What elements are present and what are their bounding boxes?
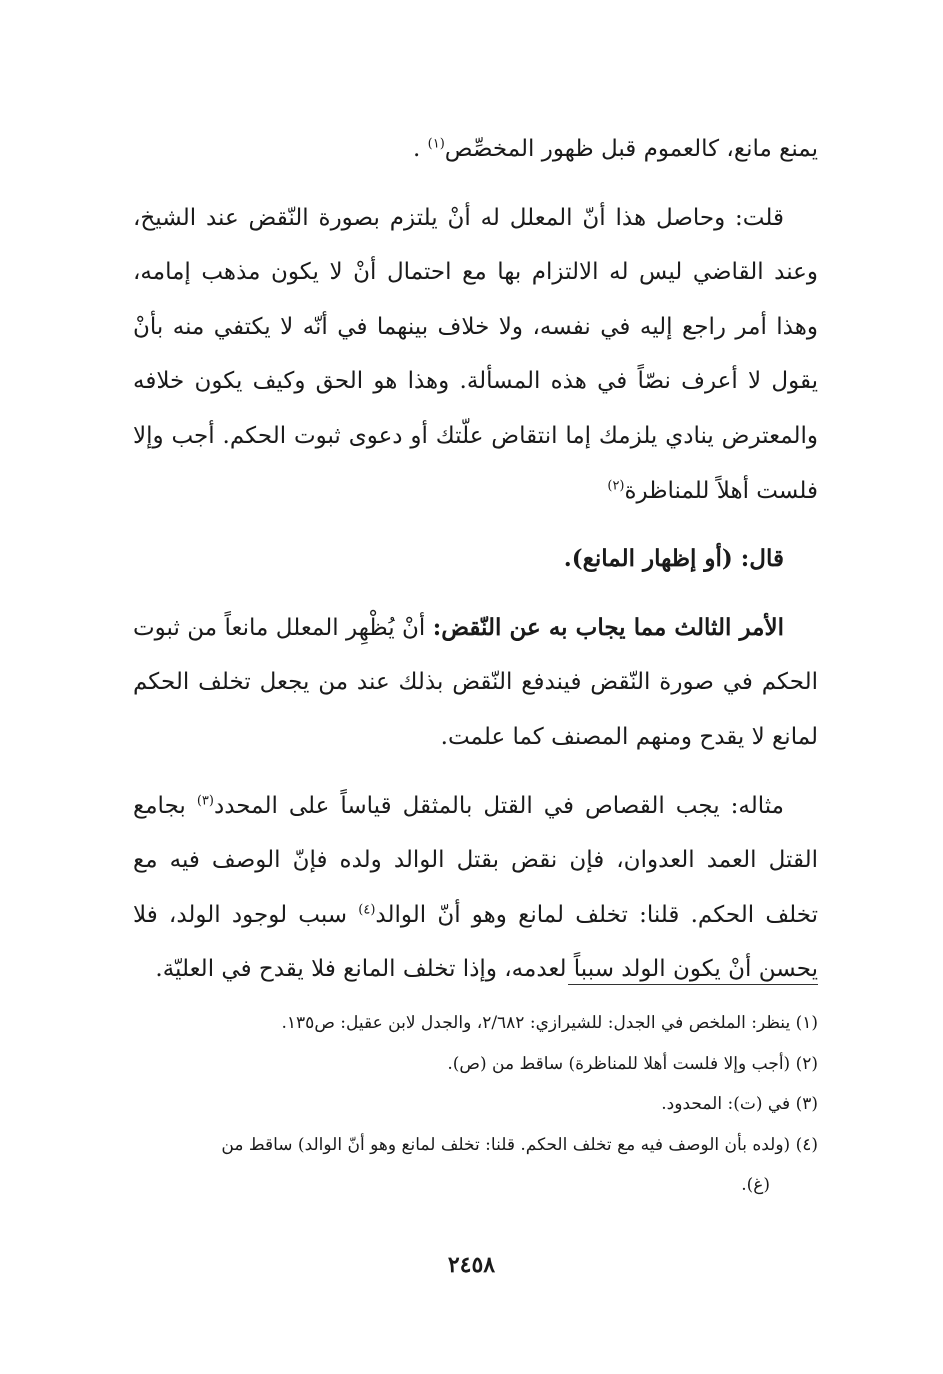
paragraph-2-text: قلت: وحاصل هذا أنّ المعلل له أنْ يلتزم بصورة النّقض عند الشيخ، وعند القاضي ليس له الالتزام بها مع احتمال أنْ لا يكون مذهب إمامه، وهذا أمر راجع إليه في نفسه، ولا خلاف بينهما في أنّه لا يكتفي منه بأنْ يقول لا أعرف نصّاً في هذه المسألة. وهذا هو الحق وكيف يكون خلافه والمعترض ينادي يلزمك إما انتقاض علّتك أو دعوى ثبوت الحكم. أجب وإلا فلست أهلاً للمناظرة	[133, 204, 818, 504]
footnote-ref-2: (٢)	[607, 477, 625, 493]
paragraph-1	[133, 122, 818, 177]
footnote-2: (٢) (أجب وإلا فلست أهلا للمناظرة) ساقط من (ص).	[447, 1053, 818, 1074]
paragraph-1-text: يمنع مانع، كالعموم قبل ظهور المخصِّص	[444, 136, 818, 162]
footnote-3: (٣) في (ت): المحدود.	[661, 1094, 818, 1114]
paragraph-4-text: أنْ يُظْهِر المعلل مانعاً من ثبوت الحكم في صورة النّقض فيندفع النّقض بذلك عند من يجعل تخلف الحكم لمانع لا يقدح ومنهم المصنف كما علمت.	[133, 614, 818, 750]
paragraph-gap	[133, 587, 818, 601]
footnote-ref-3: (٣)	[196, 792, 214, 808]
footnote-separator	[568, 984, 818, 985]
page-number: ٢٤٥٨	[447, 1252, 496, 1278]
paragraph-4-lead: الأمر الثالث مما يجاب به عن النّقض:	[432, 613, 784, 641]
paragraph-2	[133, 191, 818, 519]
paragraph-gap	[133, 765, 818, 779]
footnote-ref-1: (١)	[427, 136, 445, 152]
section-heading: قال: (أو إظهار المانع).	[563, 545, 784, 573]
footnote-4-continuation: (غ).	[741, 1175, 770, 1195]
paragraph-4	[133, 601, 818, 765]
paragraph-gap	[133, 518, 818, 532]
paragraph-gap	[133, 177, 818, 191]
footnote-ref-4: (٤)	[358, 902, 376, 918]
paragraph-1-end: .	[413, 136, 428, 162]
footnote-4: (٤) (ولده بأن الوصف فيه مع تخلف الحكم. قلنا: تخلف لمانع وهو أنّ الوالد) ساقط من	[221, 1134, 818, 1155]
paragraph-5-text-b: بجامع القتل العمد العدوان، فإن نقض بقتل الوالد ولده فإنّ الوصف فيه مع تخلف الحكم. قلنا: تخلف لمانع وهو أنّ الوالد	[133, 792, 818, 928]
paragraph-5	[133, 779, 818, 997]
paragraph-5-text-a: مثاله: يجب القصاص في القتل بالمثقل قياساً على المحدد	[213, 792, 784, 819]
main-text	[133, 122, 818, 997]
footnote-1: (١) ينظر: الملخص في الجدل: للشيرازي: ٢/٦٨٢، والجدل لابن عقيل: ص١٣٥.	[281, 1013, 818, 1033]
footnotes	[133, 1003, 818, 1206]
paragraph-5-text-c: سبب لوجود الولد، فلا يحسن أنْ يكون الولد سبباً لعدمه، وإذا تخلف المانع فلا يقدح في العليّة.	[133, 901, 818, 983]
